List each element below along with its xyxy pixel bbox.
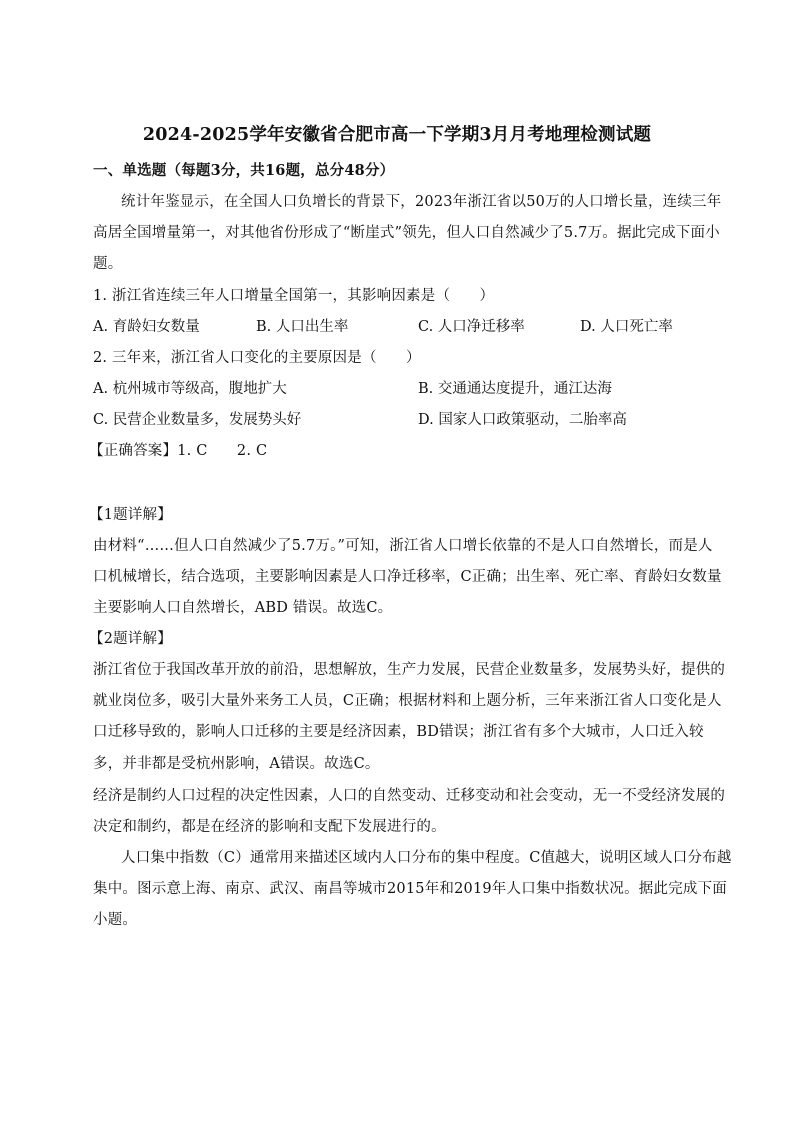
detail2-line: 口迁移导致的，影响人口迁移的主要是经济因素，BD错误；浙江省有多个大城市，人口迁入较 <box>93 724 704 740</box>
detail1-line: 主要影响人口自然增长，ABD 错误。故选C。 <box>93 600 393 616</box>
question2-option-b: B. 交通通达度提升，通江达海 <box>418 381 612 397</box>
question2-stem: 2. 三年来，浙江省人口变化的主要原因是（ ） <box>93 350 421 366</box>
passage2-line: 小题。 <box>93 912 138 928</box>
section-heading: 一、单选题（每题3分，共16题，总分48分） <box>93 162 395 179</box>
passage1-line: 题。 <box>93 256 123 272</box>
detail2-line: 经济是制约人口过程的决定性因素，人口的自然变动、迁移变动和社会变动，无一不受经济发展的 <box>93 788 726 804</box>
question2-option-c: C. 民营企业数量多，发展势头好 <box>93 412 302 428</box>
detail1-heading: 【1题详解】 <box>89 507 172 523</box>
page-title: 2024-2025学年安徽省合肥市高一下学期3月月考地理检测试题 <box>142 125 652 145</box>
detail2-line: 决定和制约，都是在经济的影响和支配下发展进行的。 <box>93 819 446 835</box>
detail2-line: 浙江省位于我国改革开放的前沿，思想解放，生产力发展，民营企业数量多，发展势头好，提供的 <box>93 662 726 678</box>
passage1-line: 统计年鉴显示，在全国人口负增长的背景下，2023年浙江省以50万的人口增长量，连续三年 <box>121 194 722 210</box>
question1-option-c: C. 人口净迁移率 <box>418 319 525 335</box>
passage2-line: 人口集中指数（C）通常用来描述区域内人口分布的集中程度。C值越大，说明区域人口分布越 <box>121 850 732 866</box>
detail1-line: 口机械增长，结合选项，主要影响因素是人口净迁移率，C正确；出生率、死亡率、育龄妇女数量 <box>93 569 722 585</box>
detail2-line: 多，并非都是受杭州影响，A错误。故选C。 <box>93 756 380 772</box>
question2-option-a: A. 杭州城市等级高，腹地扩大 <box>93 381 287 397</box>
detail2-heading: 【2题详解】 <box>89 631 172 647</box>
question1-option-d: D. 人口死亡率 <box>580 319 673 335</box>
detail1-line: 由材料“……但人口自然减少了5.7万。”可知，浙江省人口增长依靠的不是人口自然增长，而是人 <box>93 538 713 554</box>
correct-answer: 【正确答案】1. C 2. C <box>89 443 268 459</box>
question1-stem: 1. 浙江省连续三年人口增量全国第一，其影响因素是（ ） <box>93 288 495 304</box>
question1-option-b: B. 人口出生率 <box>256 319 349 335</box>
detail2-line: 就业岗位多，吸引大量外来务工人员，C正确；根据材料和上题分析，三年来浙江省人口变化是人 <box>93 693 722 709</box>
passage1-line: 高居全国增量第一，对其他省份形成了“断崖式”领先，但人口自然减少了5.7万。据此完成下面小 <box>93 225 720 241</box>
question2-option-d: D. 国家人口政策驱动，二胎率高 <box>418 412 627 428</box>
question1-option-a: A. 育龄妇女数量 <box>93 319 200 335</box>
passage2-line: 集中。图示意上海、南京、武汉、南昌等城市2015年和2019年人口集中指数状况。据此完成下面 <box>93 881 727 897</box>
